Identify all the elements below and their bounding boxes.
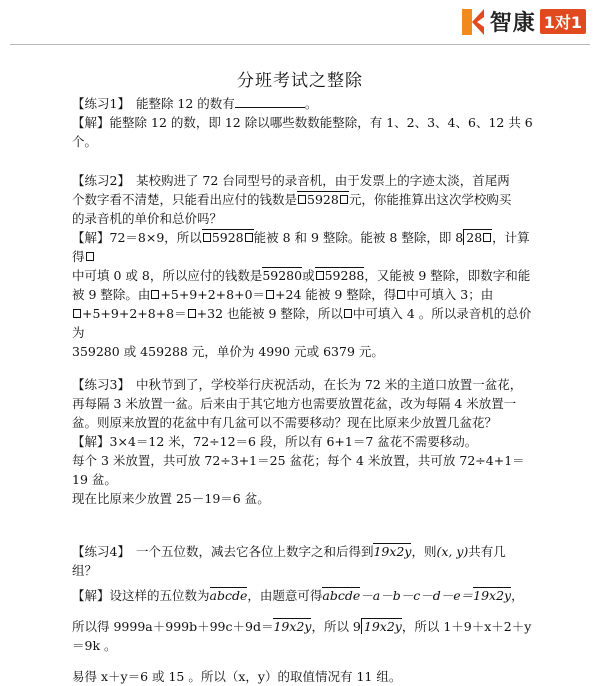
ex2-q-line2a: 个数字看不清楚，只能看出应付的钱数是	[72, 192, 298, 207]
ex4-q-b: ，则	[411, 544, 437, 559]
ex1-sol-text: 能整除 12 的数，即 12 除以哪些数数能整除，有 1、2、3、4、6、12 共 6 个。	[72, 115, 533, 149]
ex1-question-text: 能整除 12 的数有	[135, 96, 235, 111]
ex4-s1a: 设这样的五位数为	[109, 588, 210, 603]
ex1-solution	[72, 113, 540, 151]
ex4-solution-line-3: 易得 x＋y＝6 或 15 。所以（x，y）的取值情况有 11 组。	[72, 669, 402, 684]
overline-number	[297, 191, 349, 207]
unknown-digit-box	[188, 309, 196, 318]
ex2-s2c: 或	[302, 268, 315, 283]
header	[0, 0, 600, 50]
ex2-q-num: 5928	[307, 192, 339, 207]
ex1-question-end: 。	[304, 96, 318, 111]
ex2-s2a: 中可填 0 或 8，所以应付的钱数是	[72, 268, 263, 283]
ex2-s2e: ，又能被 9 整除，即数字和能	[364, 268, 531, 283]
ex3-solution-line-3: 现在比原来少放置 25－19＝6 盆。	[72, 491, 270, 506]
ex4-question-line-2: 组？	[72, 563, 98, 578]
brand-mark-icon	[460, 7, 486, 37]
page-title: 分班考试之整除	[237, 71, 363, 91]
ex4-s2a: 所以得 9999a＋999b＋99c＋9d＝	[72, 619, 274, 634]
unknown-digit-box	[298, 195, 306, 204]
ex4-s1e: －a－b－c－d－e＝	[360, 588, 474, 603]
overline-number	[202, 229, 254, 245]
document-body	[72, 94, 540, 686]
ex3-tag: 【练习3】	[72, 377, 130, 392]
ex4-question-line-1	[72, 542, 540, 561]
ex2-question-line-1	[72, 171, 540, 190]
ex3-question-line-2: 再每隔 3 米放置一盆。后来由于其它地方也需要放置花盆，改为每隔 4 米放置一	[72, 396, 517, 411]
answer-blank	[235, 95, 305, 108]
ex3-solution-line-1	[72, 432, 540, 451]
ex2-solution-line-4	[72, 304, 540, 342]
ex4-s1g: ，	[511, 588, 524, 603]
ex4-q-pair: (x, y)	[436, 544, 469, 559]
brand-badge: 1对1	[540, 9, 586, 34]
ex3-question-line-3: 盆。则原来放置的花盆中有几盆可以不需要移动？现在比原来少放置几盆花？	[72, 415, 498, 430]
ex2-tag: 【练习2】	[72, 173, 130, 188]
ex2-solution-line-5: 359280 或 459288 元，单价为 4990 元或 6379 元。	[72, 344, 384, 359]
ex2-sol-tag: 【解】	[72, 230, 110, 245]
ex4-tag: 【练习4】	[72, 544, 130, 559]
unknown-digit-box	[344, 309, 352, 318]
ex2-s3b: +5+9+2+8+0＝	[160, 287, 266, 302]
ex2-solution-line-2	[72, 266, 540, 285]
ex2-s1-num: 5928	[211, 230, 244, 245]
unknown-digit-box	[86, 252, 94, 261]
ex2-s1c: 28	[466, 230, 483, 245]
unknown-digit-box	[316, 271, 324, 280]
ex2-q-line1: 某校购进了 72 台同型号的录音机，由于发票上的字迹太淡，首尾两	[135, 173, 510, 188]
unknown-digit-box	[245, 233, 253, 242]
ex2-s1d: ，计算得	[72, 230, 530, 264]
ex4-q-a: 一个五位数，减去它各位上数字之和后得到	[135, 544, 374, 559]
unknown-digit-box	[73, 309, 81, 318]
ex3-solution-line-2: 每个 3 米放置，共可放 72÷3+1＝25 盆花；每个 4 米放置，共可放 72÷4+1＝19 盆。	[72, 453, 525, 487]
ex4-s1d: abcde	[322, 588, 361, 603]
ex3-q-line1: 中秋节到了，学校举行庆祝活动，在长为 72 米的主道口放置一盆花，	[135, 377, 523, 392]
header-divider	[10, 44, 590, 45]
unknown-digit-box	[483, 233, 491, 242]
unknown-digit-box	[397, 290, 405, 299]
brand-name: 智康	[489, 11, 536, 36]
ex4-s2d: 19x2y	[361, 618, 402, 634]
ex4-solution-line-2	[72, 617, 540, 655]
brand-logo	[460, 6, 586, 37]
ex4-solution-line-1	[72, 586, 540, 605]
ex2-s1b: 能被 8 和 9 整除。能被 8 整除，即 8	[253, 230, 464, 245]
unknown-digit-box	[151, 290, 159, 299]
ex2-s3c: +24 能被 9 整除，得	[275, 287, 397, 302]
ex1-sol-tag: 【解】	[72, 115, 110, 130]
ex3-sol-tag: 【解】	[72, 434, 110, 449]
ex2-solution-line-3	[72, 285, 540, 304]
ex2-q-line2b: 元，你能推算出这次学校购买	[348, 192, 512, 207]
unknown-digit-box	[266, 290, 274, 299]
ex4-q-c: 共有几	[468, 544, 506, 559]
ex2-s1a: 72＝8×9，所以	[109, 230, 202, 245]
ex4-s1b: abcde	[209, 588, 248, 603]
unknown-digit-box	[340, 195, 348, 204]
ex2-s4b: +32 也能被 9 整除，所以	[196, 306, 343, 321]
ex3-s1: 3×4＝12 米，72÷12＝6 段，所以有 6+1＝7 盆花不需要移动。	[109, 434, 478, 449]
ex2-question-line-3: 的录音机的单价和总价吗？	[72, 211, 223, 226]
ex3-question-line-1	[72, 375, 540, 394]
ex4-s2c: ，所以 9	[311, 619, 361, 634]
overline-number	[315, 267, 365, 283]
ex2-s4a: +5+9+2+8+8＝	[82, 306, 187, 321]
ex2-s2d: 59288	[324, 268, 365, 283]
ex2-s3a: 被 9 整除。由	[72, 287, 151, 302]
ex1-tag: 【练习1】	[72, 96, 130, 111]
ex4-s1c: ，由题意可得	[247, 588, 323, 603]
ex4-s1f: 19x2y	[473, 588, 512, 603]
ex2-s2b: 59280	[262, 268, 303, 283]
ex2-question-line-2	[72, 190, 540, 209]
divisibility-symbol	[463, 229, 492, 245]
ex4-s2b: 19x2y	[273, 619, 312, 634]
ex4-sol-tag: 【解】	[72, 588, 110, 603]
ex1-question	[72, 94, 540, 113]
ex4-s2e: ，所以 1＋9＋x＋2＋y＝9k 。	[72, 619, 532, 653]
ex2-s4c: 中可填入 4 。所以录音机的总价为	[72, 306, 532, 340]
ex4-q-num: 19x2y	[373, 544, 412, 559]
ex2-solution-line-1	[72, 228, 540, 266]
ex2-s3d: 中可填入 3；由	[406, 287, 494, 302]
unknown-digit-box	[203, 233, 211, 242]
